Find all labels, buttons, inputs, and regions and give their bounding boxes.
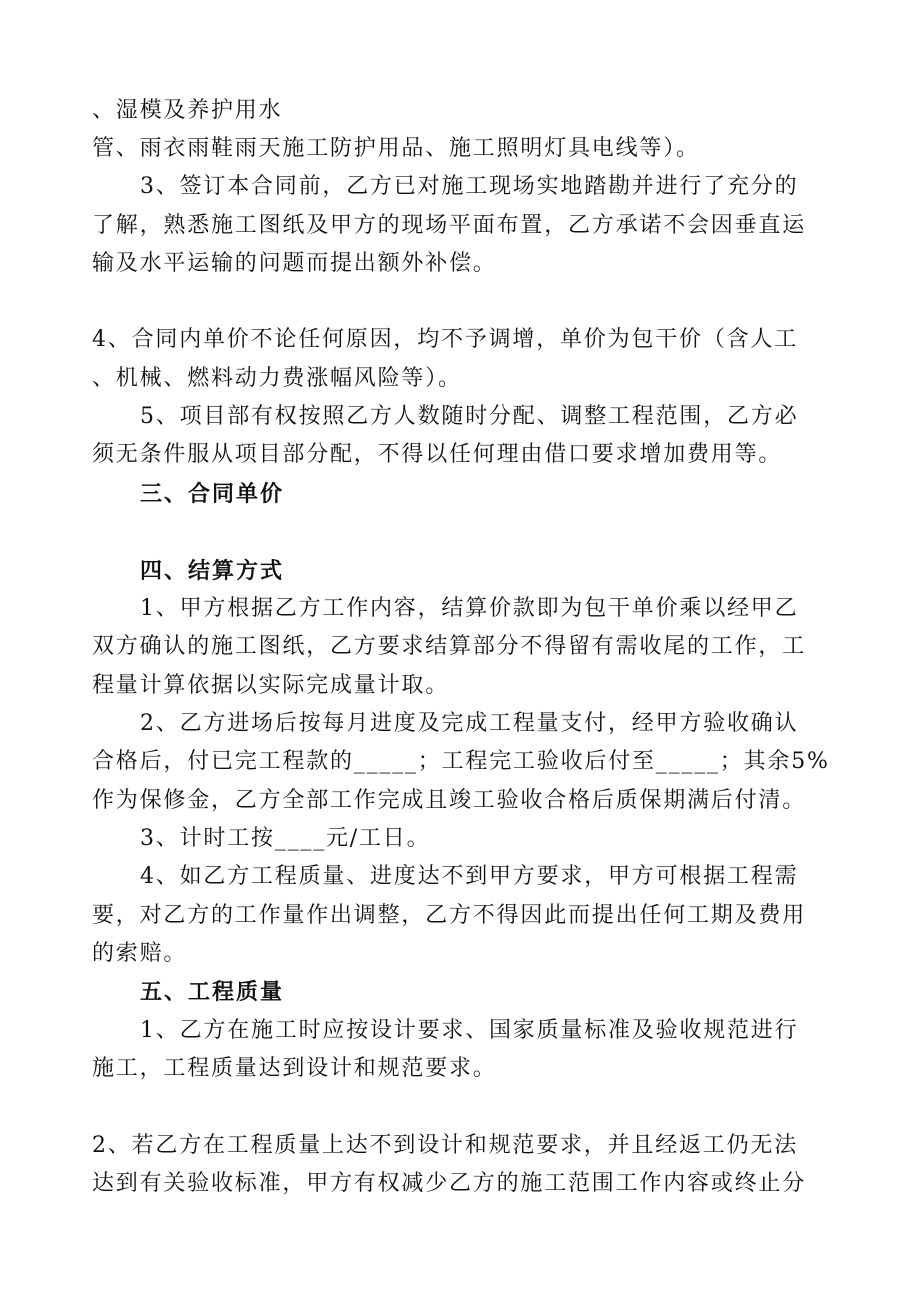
text-line: 、机械、燃料动力费涨幅风险等）。 [92,366,462,391]
text-line: 1、甲方根据乙方工作内容，结算价款即为包干单价乘以经甲乙 [140,596,799,621]
text-line: 了解，熟悉施工图纸及甲方的现场平面布置，乙方承诺不会因垂直运 [92,213,807,238]
text-line: 3、计时工按____元/工日。 [140,826,431,851]
text-line: 4、合同内单价不论任何原因，均不予调增，单价为包干价（含人工 [92,327,798,352]
text-line: 程量计算依据以实际完成量计取。 [92,673,450,698]
text-line: 达到有关验收标准，甲方有权减少乙方的施工范围工作内容或终止分 [92,1171,807,1196]
text-line: 、湿模及养护用水 [92,98,283,123]
text-line: 施工，工程质量达到设计和规范要求。 [92,1056,497,1081]
section-heading: 五、工程质量 [140,979,285,1005]
text-line: 作为保修金，乙方全部工作完成且竣工验收合格后质保期满后付清。 [92,788,807,813]
text-line: 合格后，付已完工程款的_____；工程完工验收后付至_____；其余5% [92,749,830,774]
text-line: 的索赔。 [92,941,188,966]
text-line: 须无条件服从项目部分配，不得以任何理由借口要求增加费用等。 [92,442,783,467]
text-line: 管、雨衣雨鞋雨天施工防护用品、施工照明灯具电线等）。 [92,136,700,161]
text-line: 4、如乙方工程质量、进度达不到甲方要求，甲方可根据工程需 [140,864,799,889]
text-line: 1、乙方在施工时应按设计要求、国家质量标准及验收规范进行 [140,1018,799,1043]
text-line: 双方确认的施工图纸，乙方要求结算部分不得留有需收尾的工作，工 [92,634,807,659]
text-line: 输及水平运输的问题而提出额外补偿。 [92,251,497,276]
section-heading: 四、结算方式 [140,558,285,584]
text-line: 要，对乙方的工作量作出调整，乙方不得因此而提出任何工期及费用 [92,903,807,928]
text-line: 5、项目部有权按照乙方人数随时分配、调整工程范围，乙方必 [140,404,799,429]
text-line: 2、乙方进场后按每月进度及完成工程量支付，经甲方验收确认 [140,711,799,736]
text-line: 3、签订本合同前，乙方已对施工现场实地踏勘并进行了充分的 [140,174,799,199]
section-heading: 三、合同单价 [140,481,285,507]
text-line: 2、若乙方在工程质量上达不到设计和规范要求，并且经返工仍无法 [92,1133,798,1158]
